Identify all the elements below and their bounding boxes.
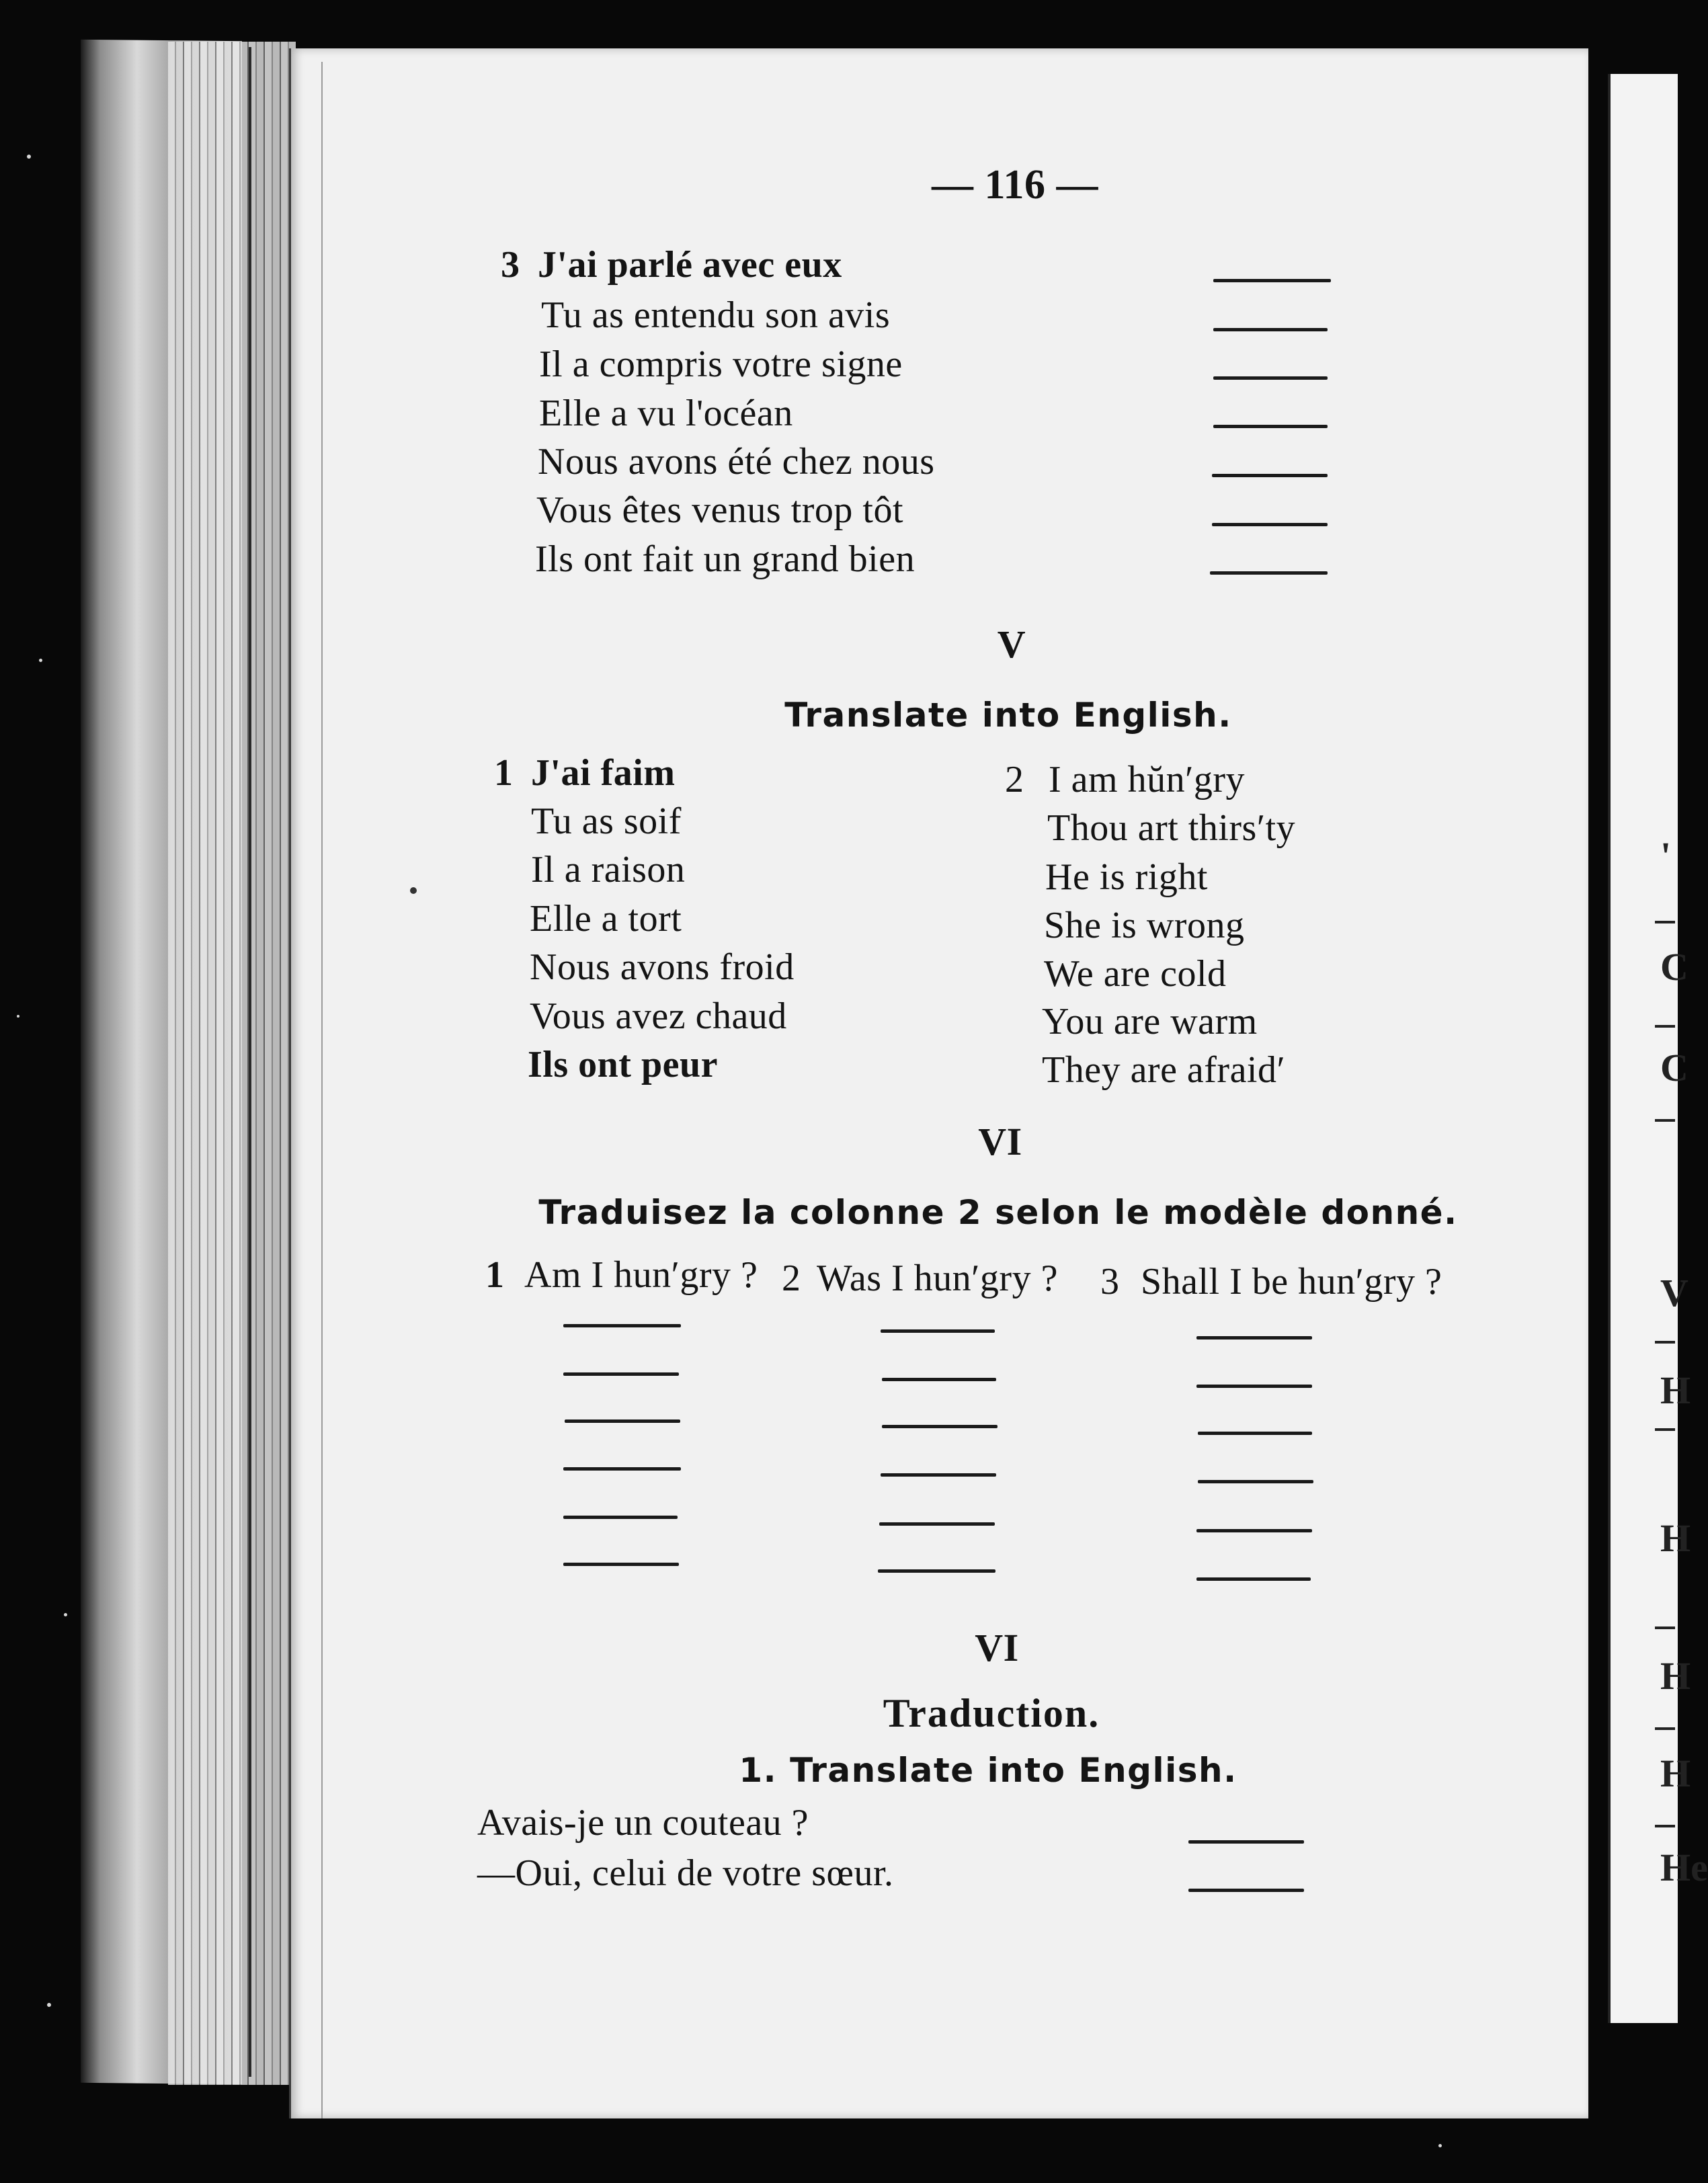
section-heading: Traduisez la colonne 2 selon le modèle donné. (538, 1193, 1458, 1232)
column-number: 1 (494, 752, 514, 794)
facing-fragment: C (1660, 1046, 1689, 1089)
scan-speck (1438, 2144, 1442, 2147)
binding-line (249, 47, 251, 2077)
answer-blank (878, 1569, 995, 1573)
scan-speck (64, 1613, 67, 1616)
model-sentence: Was I hun′gry ? (817, 1258, 1058, 1299)
exercise-line: Ils ont fait un grand bien (535, 538, 916, 580)
facing-fragment: H (1660, 1654, 1691, 1698)
english-line: He is right (1045, 856, 1208, 898)
column-number: 2 (1005, 759, 1024, 800)
exercise-line: Il a compris votre signe (539, 343, 903, 385)
answer-blank (881, 1473, 996, 1477)
scan-speck (27, 155, 31, 159)
model-number: 3 (1100, 1261, 1120, 1303)
answer-blank (1188, 1889, 1304, 1892)
facing-fragment: He (1660, 1846, 1708, 1889)
facing-rule (1655, 1341, 1675, 1344)
page-stack (168, 42, 296, 2085)
french-line: Ils ont peur (528, 1044, 718, 1085)
answer-blank (1196, 1336, 1312, 1340)
answer-blank (1212, 523, 1328, 526)
facing-fragment: H (1660, 1516, 1691, 1560)
section-numeral: VI (975, 1626, 1019, 1670)
english-line: We are cold (1044, 953, 1227, 995)
french-line: Elle a tort (530, 898, 682, 940)
answer-blank (882, 1378, 996, 1381)
answer-blank (1213, 279, 1331, 282)
scan-speck (47, 2003, 51, 2007)
answer-blank (563, 1563, 679, 1566)
translation-line: Avais-je un couteau ? (477, 1802, 809, 1844)
answer-blank (1198, 1432, 1312, 1435)
facing-fragment: C (1660, 945, 1689, 989)
answer-blank (1188, 1840, 1304, 1844)
french-line: Vous avez chaud (530, 995, 787, 1037)
facing-rule (1655, 921, 1675, 923)
model-number: 1 (485, 1254, 505, 1296)
french-line: Il a raison (531, 849, 686, 891)
section-numeral: VI (978, 1120, 1022, 1163)
answer-blank (563, 1324, 681, 1327)
exercise-line: J'ai parlé avec eux (538, 244, 842, 286)
answer-blank (1196, 1529, 1312, 1532)
english-line: I am hŭn′gry (1049, 759, 1245, 800)
facing-fragment: ' (1660, 834, 1672, 878)
answer-blank (1213, 376, 1328, 380)
page-number: — 116 — (931, 162, 1099, 208)
english-line: They are afraid′ (1042, 1049, 1286, 1091)
answer-blank (563, 1516, 678, 1519)
answer-blank (879, 1522, 995, 1526)
exercise-line: Elle a vu l'océan (539, 393, 793, 434)
answer-blank (1212, 474, 1328, 477)
exercise-line: Nous avons été chez nous (538, 441, 935, 483)
facing-rule (1655, 1727, 1675, 1730)
answer-blank (563, 1467, 681, 1471)
french-line: Nous avons froid (530, 946, 795, 988)
scan-speck (39, 659, 42, 662)
answer-blank (1213, 328, 1328, 331)
model-sentence: Am I hun′gry ? (524, 1254, 758, 1296)
section-heading: Translate into English. (784, 696, 1232, 735)
facing-rule (1655, 1626, 1675, 1629)
answer-blank (1196, 1385, 1312, 1388)
french-line: Tu as soif (531, 800, 682, 842)
exercise-number: 3 (501, 244, 520, 286)
section-subheading: 1. Translate into English. (739, 1751, 1237, 1790)
facing-rule (1655, 1025, 1675, 1028)
facing-rule (1655, 1825, 1675, 1827)
facing-fragment: H (1660, 1368, 1691, 1412)
facing-rule (1655, 1119, 1675, 1122)
answer-blank (1196, 1577, 1311, 1581)
english-line: She is wrong (1044, 905, 1245, 946)
section-heading: Traduction. (883, 1691, 1100, 1735)
facing-fragment: V (1660, 1271, 1689, 1315)
answer-blank (565, 1419, 680, 1423)
english-line: Thou art thirs′ty (1047, 807, 1296, 849)
translation-line: —Oui, celui de votre sœur. (477, 1852, 894, 1894)
english-line: You are warm (1042, 1001, 1258, 1042)
section-numeral: V (997, 622, 1026, 666)
answer-blank (1210, 571, 1328, 575)
answer-blank (881, 1329, 995, 1333)
facing-rule (1655, 1428, 1675, 1431)
answer-blank (1213, 425, 1328, 428)
model-sentence: Shall I be hun′gry ? (1141, 1261, 1442, 1303)
facing-fragment: H (1660, 1752, 1691, 1795)
answer-blank (1198, 1480, 1313, 1483)
exercise-line: Vous êtes venus trop tôt (536, 489, 904, 531)
answer-blank (563, 1372, 679, 1376)
model-number: 2 (782, 1258, 801, 1299)
scan-speck (17, 1015, 19, 1018)
ink-speck (410, 887, 417, 894)
page-margin-rule (321, 62, 323, 2118)
exercise-line: Tu as entendu son avis (541, 294, 891, 336)
answer-blank (882, 1425, 998, 1428)
french-line: J'ai faim (531, 752, 676, 794)
